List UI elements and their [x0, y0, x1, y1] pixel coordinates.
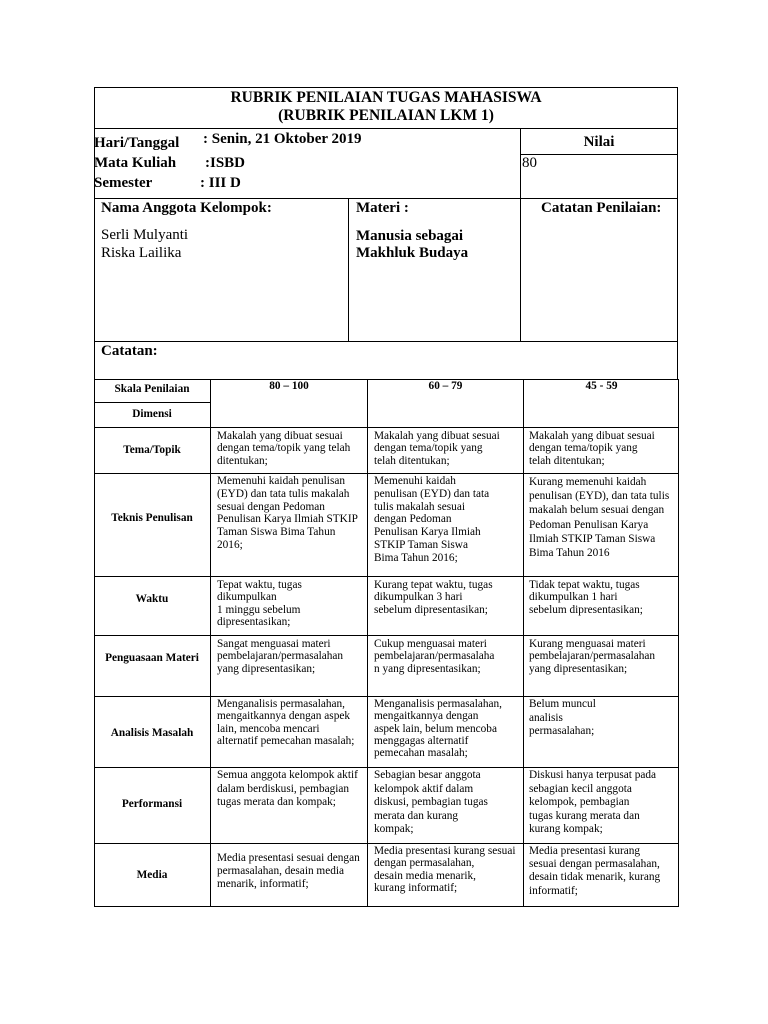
row-divider	[94, 843, 679, 844]
row-divider	[94, 767, 679, 768]
hari-tanggal-value: : Senin, 21 Oktober 2019	[203, 131, 362, 147]
criteria-cell: Menganalisis permasalahan, mengaitkannya dengan aspek lain, belum mencoba menggagas alternatif pemecahan masalah;	[374, 698, 502, 760]
criteria-cell: Kurang tepat waktu, tugas dikumpulkan 3 hari sebelum dipresentasikan;	[374, 579, 493, 616]
dimension-label: Analisis Masalah	[110, 727, 194, 739]
criteria-cell: Tepat waktu, tugas dikumpulkan 1 minggu sebelum dipresentasikan;	[217, 579, 302, 628]
column-divider	[210, 379, 211, 907]
dimension-label: Media	[136, 869, 168, 881]
divider	[94, 128, 678, 129]
criteria-cell: Makalah yang dibuat sesuai dengan tema/topik yang telah ditentukan;	[217, 430, 351, 467]
member-name: Serli Mulyanti	[101, 227, 189, 243]
criteria-cell: Belum muncul analisis permasalahan;	[529, 698, 596, 737]
criteria-cell: Kurang memenuhi kaidah penulisan (EYD), dan tata tulis makalah belum sesuai dengan Pedoman Penulisan Karya Ilmiah STKIP Taman Siswa Bima Tahun 2016	[529, 476, 670, 560]
scale-header: 80 – 100	[269, 380, 309, 392]
dimension-label: Penguasaan Materi	[105, 652, 199, 664]
divider	[348, 198, 349, 342]
document-title: RUBRIK PENILAIAN TUGAS MAHASISWA	[230, 89, 542, 106]
row-divider	[94, 402, 211, 403]
member-name: Riska Lailika	[101, 245, 182, 261]
materi-value-line: Makhluk Budaya	[356, 245, 469, 261]
criteria-cell: Tidak tepat waktu, tugas dikumpulkan 1 hari sebelum dipresentasikan;	[529, 579, 643, 616]
column-divider	[367, 379, 368, 907]
criteria-cell: Memenuhi kaidah penulisan (EYD) dan tata tulis makalah sesuai dengan Pedoman Penulisan Karya Ilmiah STKIP Taman Siswa Bima Tahun 2016;	[374, 475, 490, 564]
row-divider	[94, 696, 679, 697]
criteria-cell: Sangat menguasai materi pembelajaran/permasalahan yang dipresentasikan;	[217, 638, 344, 675]
criteria-cell: Cukup menguasai materi pembelajaran/permasalaha n yang dipresentasikan;	[374, 638, 495, 675]
dimension-label: Teknis Penulisan	[111, 512, 193, 524]
criteria-cell: Memenuhi kaidah penulisan (EYD) dan tata tulis makalah sesuai dengan Pedoman Penulisan Karya Ilmiah STKIP Taman Siswa Bima Tahun 2016;	[217, 475, 358, 551]
catatan-penilaian-label: Catatan Penilaian:	[541, 200, 662, 216]
skala-penilaian-header: Skala Penilaian	[114, 383, 190, 395]
dimension-label: Tema/Topik	[123, 444, 181, 456]
mata-kuliah-label: Mata Kuliah	[94, 155, 177, 171]
criteria-cell: Sebagian besar anggota kelompok aktif dalam diskusi, pembagian tugas merata dan kurang kompak;	[374, 769, 488, 835]
criteria-cell: Kurang menguasai materi pembelajaran/permasalahan yang dipresentasikan;	[529, 638, 656, 675]
divider	[94, 198, 678, 199]
divider	[520, 198, 521, 342]
criteria-cell: Semua anggota kelompok aktif dalam berdiskusi, pembagian tugas merata dan kompak;	[217, 769, 358, 808]
dimension-label: Waktu	[135, 593, 169, 605]
hari-tanggal-label: Hari/Tanggal	[94, 135, 180, 151]
dimensi-header: Dimensi	[132, 408, 172, 420]
row-divider	[94, 427, 679, 428]
criteria-cell: Diskusi hanya terpusat pada sebagian kecil anggota kelompok, pembagian tugas kurang merata dan kurang kompak;	[529, 769, 657, 835]
row-divider	[94, 635, 679, 636]
anggota-label: Nama Anggota Kelompok:	[101, 200, 272, 216]
divider	[94, 341, 678, 342]
criteria-cell: Menganalisis permasalahan, mengaitkannya dengan aspek lain, mencoba mencari alternatif pemecahan masalah;	[217, 698, 355, 747]
semester-label: Semester	[94, 175, 153, 191]
nilai-label: Nilai	[583, 134, 615, 150]
column-divider	[523, 379, 524, 907]
materi-value-line: Manusia sebagai	[356, 228, 464, 244]
mata-kuliah-value: :ISBD	[205, 155, 246, 171]
dimension-label: Performansi	[121, 798, 183, 810]
nilai-value: 80	[522, 155, 537, 171]
divider	[520, 154, 678, 155]
materi-label: Materi :	[356, 200, 409, 216]
criteria-cell: Makalah yang dibuat sesuai dengan tema/topik yang telah ditentukan;	[374, 430, 500, 467]
criteria-cell: Media presentasi sesuai dengan permasalahan, desain media menarik, informatif;	[217, 852, 360, 891]
criteria-cell: Makalah yang dibuat sesuai dengan tema/topik yang telah ditentukan;	[529, 430, 655, 467]
scale-header: 60 – 79	[428, 380, 463, 392]
semester-value: : III D	[200, 175, 241, 191]
criteria-cell: Media presentasi kurang sesuai dengan permasalahan, desain tidak menarik, kurang informatif;	[529, 845, 661, 897]
scale-header: 45 - 59	[585, 380, 618, 392]
criteria-cell: Media presentasi kurang sesuai dengan permasalahan, desain media menarik, kurang informatif;	[374, 845, 516, 894]
document-subtitle: (RUBRIK PENILAIAN LKM 1)	[278, 107, 494, 124]
row-divider	[94, 473, 679, 474]
catatan-label: Catatan:	[101, 343, 158, 359]
row-divider	[94, 576, 679, 577]
